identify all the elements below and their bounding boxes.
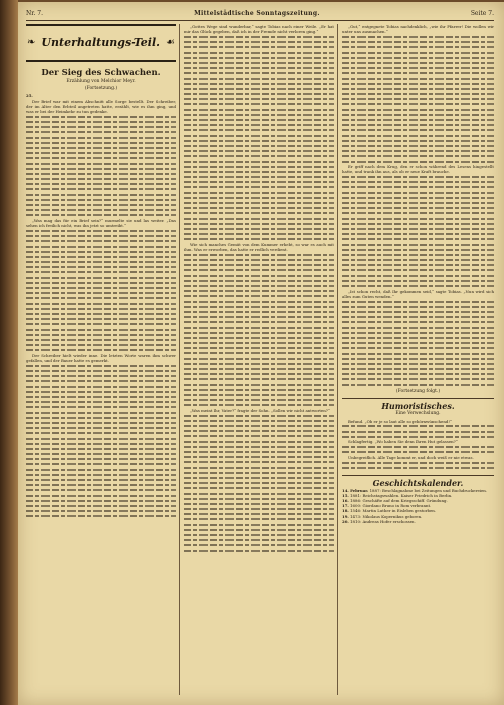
ornament-icon: ❧ xyxy=(27,37,36,49)
installment-number: 25. xyxy=(26,93,33,99)
text-line xyxy=(342,465,494,470)
column-2 xyxy=(184,24,334,695)
text-line xyxy=(342,382,494,387)
book-spine xyxy=(0,0,18,705)
column-divider xyxy=(179,24,180,695)
humor-item: Unbegreiflich. Alle Tage kommt er, und doch weiß er nie etwas. xyxy=(348,454,474,460)
paragraph: „Ist schon recht, daß Ihr gekommen seid,“ sagte Tobias. „Nun wird sich alles zum Guten wenden.“ xyxy=(342,288,494,299)
text-line xyxy=(26,514,176,519)
ornament-icon: ☙ xyxy=(166,37,175,49)
text-line xyxy=(184,548,334,553)
section-banner xyxy=(26,24,176,62)
calendar-date: 19. xyxy=(342,513,349,519)
calendar-date: 17. xyxy=(342,503,349,509)
calendar-date: 15. xyxy=(342,492,349,498)
calendar-text: 1546: Martin Luther in Eisleben gestorben. xyxy=(350,508,436,514)
calendar-entry xyxy=(342,519,494,524)
newspaper-name: Mittelstädtische Sonntagszeitung. xyxy=(194,9,320,17)
humor-section-title: Humoristisches. xyxy=(342,398,494,411)
page-header xyxy=(26,6,494,21)
paragraph: Der Schreiber hielt wieder inne. Die letzten Worte waren ihm schwer gefallen, und der Bauer hatte es gemerkt. xyxy=(26,352,176,364)
calendar-text: 1881: Reichstagswahlen. Kaiser Friedrich in Berlin. xyxy=(350,492,453,498)
humor-item: Schlagfertig. „Wo haben Sie denn Ihren Hut gelassen?“ xyxy=(348,439,458,445)
paragraph: „Was mag das für ein Brief sein?“ murmelte sie und las weiter. „Das sehen ich freilich nicht, was ihn jetzt so umtreibt.“ xyxy=(26,217,176,229)
section-banner-title: Unterhaltungs-Teil. xyxy=(41,36,160,50)
paragraph: Der Brief war mit einem Abschnitt alle Sorge bestellt. Der Schreiber, der im Alter den Erbteil angetreten hatte, erzählt, wie es ihm ging, und was er bei der Heimkehr zu tun gedenke. xyxy=(26,98,176,115)
humor-subtitle: Eine Verwechslung. xyxy=(395,411,441,417)
paragraph: „Was meint Ihr, Vater?“ fragte der Sohn. „Sollen wir nicht antworten?“ xyxy=(190,407,330,413)
newspaper-page xyxy=(18,2,504,705)
calendar-date: 16. xyxy=(342,497,349,503)
paragraph: „Gut,“ entgegnete Tobias nachdenklich, „wie ihr Pfarrer! Die wollen wir unter uns ausmachen.“ xyxy=(342,24,494,35)
calendar-text: 1886: Geschäfte auf dem Kriegsschiff. Gründung. xyxy=(350,497,448,503)
page-number-left: Nr. 7. xyxy=(26,9,43,17)
calendar-date: 14. Februar. xyxy=(342,487,369,493)
page-number-right: Seite 7. xyxy=(470,9,494,17)
calendar-date: 20. xyxy=(342,518,349,524)
column-3 xyxy=(342,24,494,695)
story-author: Erzählung von Melchior Meyr. xyxy=(66,79,136,84)
calendar-section-title: Geschichtskalender. xyxy=(342,475,494,488)
humor-item: Befund. „Ob er je so laut alle so gehörnwünschend!“ xyxy=(348,418,452,424)
column-divider xyxy=(337,24,338,695)
story-continuation: (Fortsetzung.) xyxy=(84,86,118,92)
paragraph: Wie sich manches Gemüt von dem Kummer erhebt, so war es auch mit ihm. Was er erworben, das hatte er redlich verdient. xyxy=(184,241,334,253)
story-title: Der Sieg des Schwachen. xyxy=(41,68,161,78)
continued-note: (Fortsetzung folgt.) xyxy=(395,389,441,395)
calendar-text: 1887: Beschlagnahme bei Zeitungen und Buchdruckereien. xyxy=(369,487,488,493)
calendar-text: 1810: Andreas Hofer erschossen. xyxy=(350,518,416,524)
paragraph: „Gottes Wege sind wunderbar,“ sagte Tobias nach einer Weile. „Er hat mir das Glück gegeben, daß ich in der Fremde nicht verloren ging.“ xyxy=(184,24,334,35)
calendar-date: 18. xyxy=(342,508,349,514)
column-1 xyxy=(26,24,176,695)
paragraph: Er griff nach dem Krug, den er schon während des Lesens hingestellt hatte, und trank ihn aus, als ob er neue Kraft brauche. xyxy=(342,164,494,175)
calendar-text: 1473: Nikolaus Kopernikus geboren. xyxy=(350,513,423,519)
calendar-text: 1600: Giordano Bruno in Rom verbrannt. xyxy=(350,503,432,509)
